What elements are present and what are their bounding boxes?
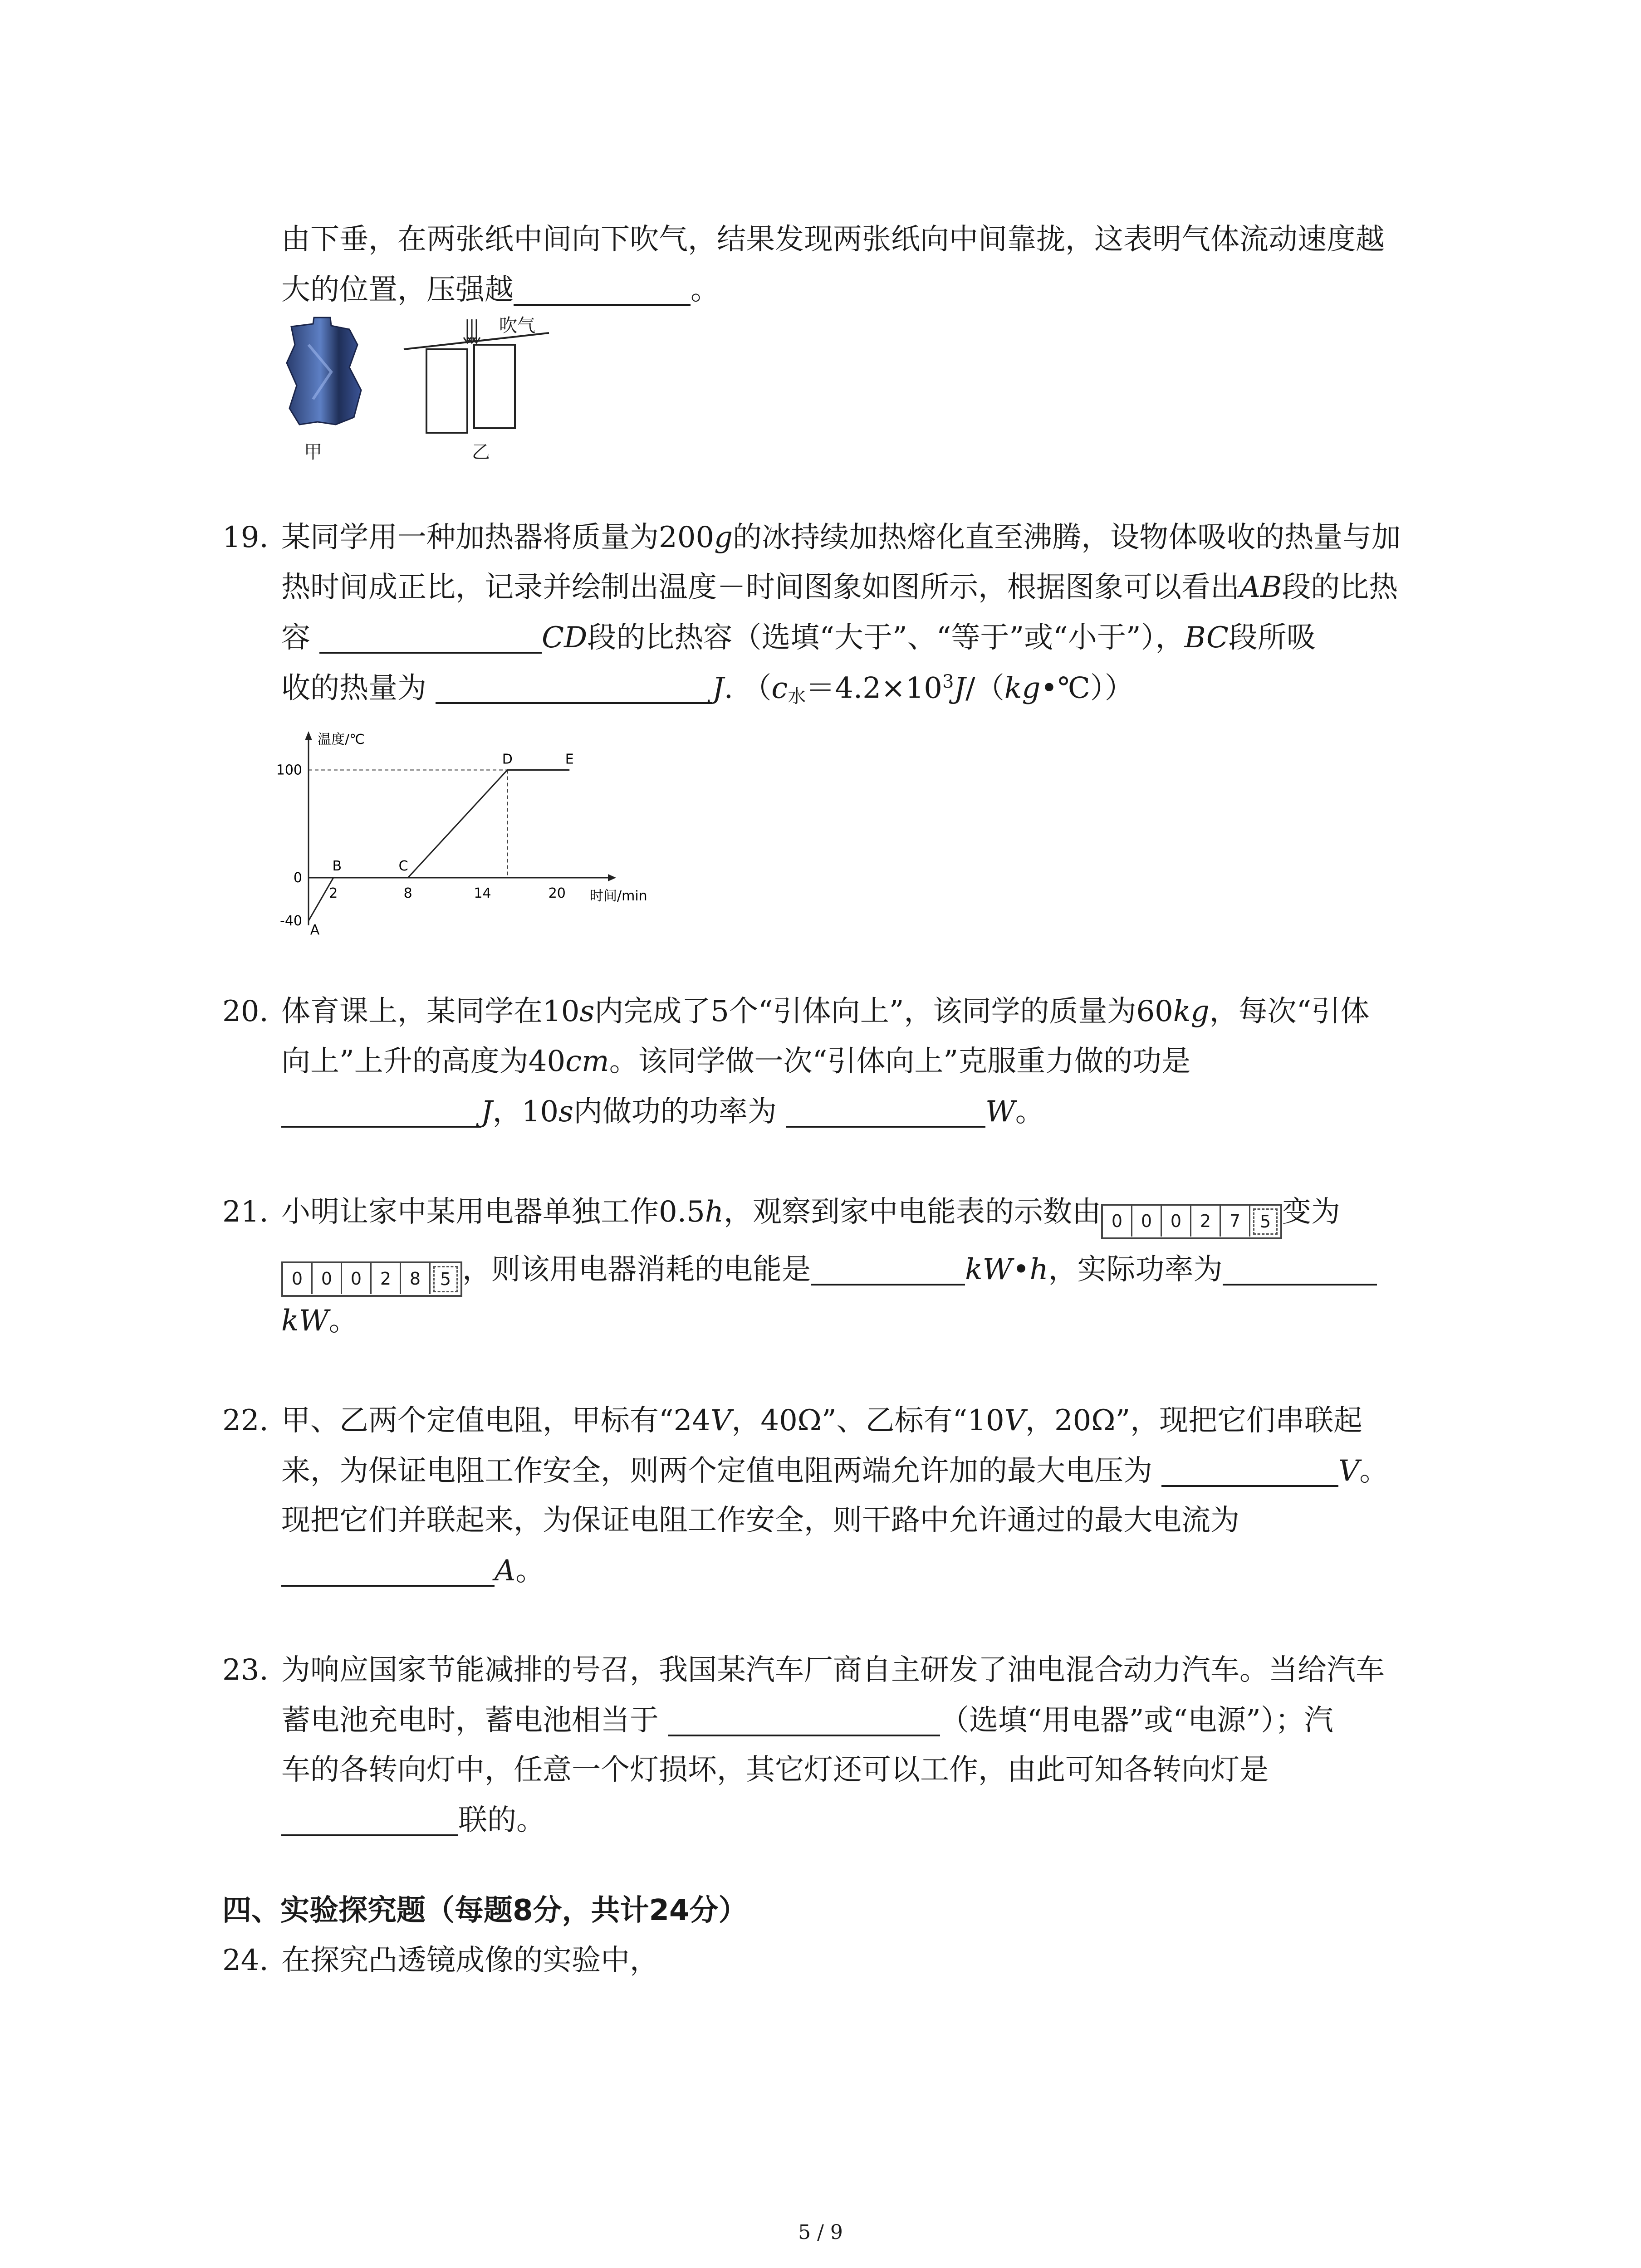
- q23-line-1: 为响应国家节能减排的号召，我国某汽车厂商自主研发了油电混合动力汽车。当给汽车: [281, 1653, 1385, 1687]
- q20-line-2: 向上”上升的高度为40cm。该同学做一次“引体向上”克服重力做的功是: [281, 1045, 1191, 1078]
- q24-line-1: 在探究凸透镜成像的实验中，: [281, 1944, 659, 1977]
- q21-number: 21.: [222, 1195, 269, 1229]
- x-axis-arrow: [608, 874, 616, 881]
- x-tick-label: 14: [474, 885, 491, 901]
- y-tick-label: 0: [293, 870, 302, 886]
- meter-digit: 7: [1221, 1206, 1250, 1237]
- q22-line-1: 甲、乙两个定值电阻，甲标有“24V，40Ω”、乙标有“10V，20Ω”，现把它们串联起: [281, 1404, 1363, 1437]
- q22-line-2: 来，为保证电阻工作安全，则两个定值电阻两端允许加的最大电压为 V。: [281, 1454, 1389, 1488]
- q20-blank-work[interactable]: [281, 1097, 481, 1128]
- q20-line-1: 体育课上，某同学在10s内完成了5个“引体向上”，该同学的质量为60kg，每次“引体: [281, 995, 1370, 1028]
- q19-line-3: 容 CD段的比热容（选填“大于”、“等于”或“小于”），BC段所吸: [281, 621, 1316, 655]
- meter-reading-before: [1101, 1204, 1282, 1239]
- q18-line-1: 由下垂，在两张纸中间向下吹气，结果发现两张纸向中间靠拢，这表明气体流动速度越: [281, 223, 1385, 256]
- q23-blank-role[interactable]: [668, 1706, 940, 1736]
- section-4-heading: 四、实验探究题（每题8分，共计24分）: [222, 1894, 748, 1927]
- meter-digit: 0: [1132, 1206, 1162, 1237]
- q20-line-3: J，10s内做功的功率为 W。: [281, 1097, 1044, 1128]
- q19-number: 19.: [222, 521, 269, 554]
- q18-line-2: 大的位置，压强越 。: [281, 273, 720, 307]
- meter-digit: 2: [372, 1263, 401, 1294]
- meter-digit: 0: [313, 1263, 342, 1294]
- meter-digit: 0: [342, 1263, 372, 1294]
- q22-line-4: A。: [281, 1556, 544, 1587]
- x-tick-label: 2: [329, 885, 338, 901]
- meter-digit: 0: [1162, 1206, 1191, 1237]
- q23-line-2: 蓄电池充电时，蓄电池相当于 （选填“用电器”或“电源”）；汽: [281, 1704, 1333, 1737]
- q21-blank-energy[interactable]: [811, 1255, 965, 1286]
- page-number: 5 / 9: [798, 2221, 843, 2244]
- meter-decimal-digit: 5: [433, 1266, 458, 1292]
- meter-digit: 8: [401, 1263, 431, 1294]
- temperature-series-line: [309, 770, 569, 921]
- temperature-time-chart: [268, 721, 647, 938]
- q20-number: 20.: [222, 995, 269, 1028]
- meter-digit: 2: [1191, 1206, 1221, 1237]
- q20-blank-power[interactable]: [786, 1097, 985, 1128]
- point-label-a: A: [310, 922, 320, 938]
- q22-blank-voltage[interactable]: [1161, 1456, 1338, 1487]
- y-axis-arrow: [305, 731, 312, 740]
- q19-blank-compare[interactable]: [319, 623, 542, 654]
- q19-blank-heat[interactable]: [436, 673, 712, 704]
- q18-answer-blank[interactable]: [514, 275, 691, 306]
- meter-digit: 0: [1103, 1206, 1132, 1237]
- fig-label-jia: 甲: [304, 442, 322, 463]
- q22-line-3: 现把它们并联起来，为保证电阻工作安全，则干路中允许通过的最大电流为: [281, 1504, 1239, 1537]
- y-tick-label: 100: [276, 762, 302, 778]
- q21-line-1: 小明让家中某用电器单独工作0.5h，观察到家中电能表的示数由 0 0 0 2 7 5 变为: [281, 1198, 1340, 1239]
- q23-blank-connection[interactable]: [281, 1805, 458, 1836]
- q23-number: 23.: [222, 1653, 269, 1687]
- q24-number: 24.: [222, 1944, 269, 1977]
- q23-line-4: 联的。: [281, 1805, 545, 1836]
- q22-number: 22.: [222, 1404, 269, 1437]
- fig-label-yi: 乙: [472, 442, 490, 463]
- crushed-bottle-figure: [281, 318, 372, 435]
- q21-blank-power[interactable]: [1223, 1255, 1377, 1286]
- point-label-e: E: [565, 751, 574, 767]
- point-label-c: C: [398, 858, 408, 874]
- fig-label-blow: 吹气: [499, 315, 535, 336]
- meter-decimal-digit: 5: [1253, 1208, 1278, 1235]
- meter-digit: 0: [283, 1263, 313, 1294]
- q23-line-3: 车的各转向灯中，任意一个灯损坏，其它灯还可以工作，由此可知各转向灯是: [281, 1753, 1269, 1787]
- x-tick-label: 8: [403, 885, 412, 901]
- y-axis-label: 温度/℃: [318, 732, 365, 748]
- q21-line-2: 0 0 0 2 8 5 ，则该用电器消耗的电能是 kW•h，实际功率为: [281, 1255, 1377, 1297]
- x-axis-label: 时间/min: [590, 888, 647, 904]
- q19-line-4: 收的热量为 J. $(c_水=4.2\times 10^3J/(kg•℃))$: [281, 671, 1134, 707]
- point-label-b: B: [332, 858, 342, 874]
- q19-line-1: 某同学用一种加热器将质量为200g的冰持续加热熔化直至沸腾，设物体吸收的热量与加: [281, 521, 1401, 554]
- q21-line-3: kW。: [281, 1304, 358, 1338]
- q19-line-2: 热时间成正比，记录并绘制出温度－时间图象如图所示，根据图象可以看出AB段的比热: [281, 571, 1398, 604]
- point-label-d: D: [502, 751, 513, 767]
- x-tick-label: 20: [548, 885, 566, 901]
- meter-reading-after: [281, 1261, 462, 1297]
- y-tick-label: -40: [280, 913, 302, 929]
- q22-blank-current[interactable]: [281, 1556, 495, 1587]
